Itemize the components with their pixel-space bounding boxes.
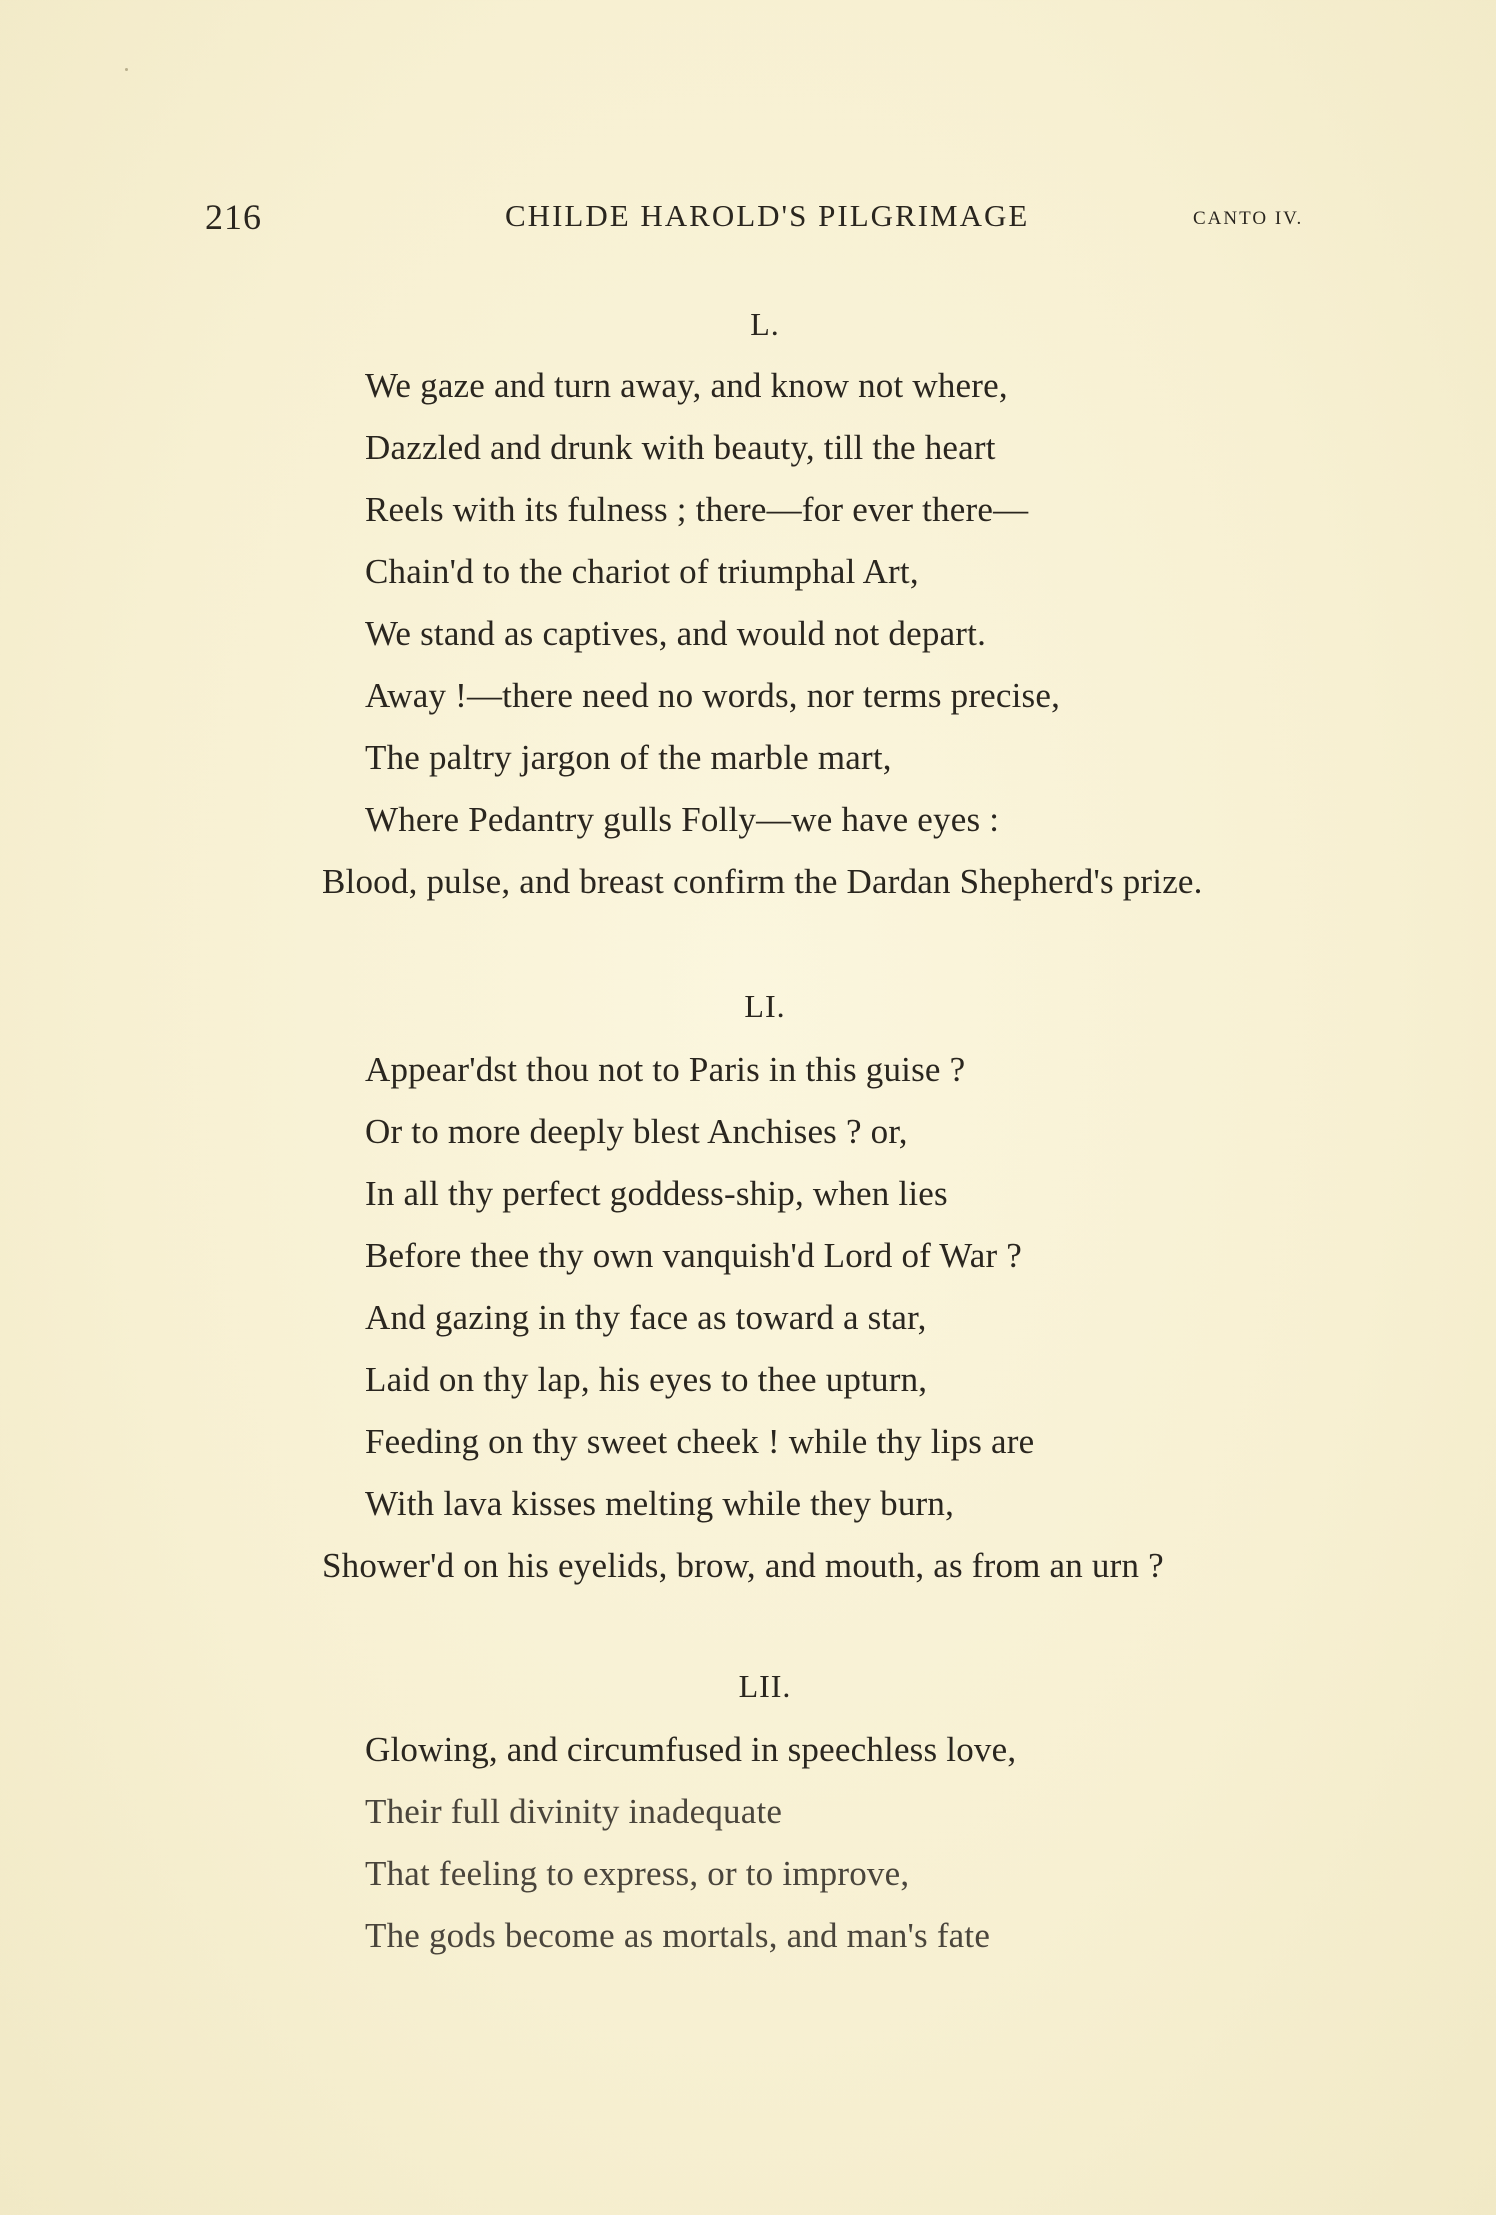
verse-line: Glowing, and circumfused in speechless love, — [365, 1730, 1017, 1769]
paper-speck — [125, 68, 128, 71]
verse-line: Chain'd to the chariot of triumphal Art, — [365, 552, 919, 591]
verse-line: That feeling to express, or to improve, — [365, 1854, 910, 1893]
verse-line: Before thee thy own vanquish'd Lord of War ? — [365, 1236, 1023, 1275]
verse-line: Dazzled and drunk with beauty, till the heart — [365, 428, 996, 467]
stanza-number: LI. — [744, 988, 786, 1024]
verse-line: With lava kisses melting while they burn, — [365, 1484, 955, 1523]
verse-line: Away !—there need no words, nor terms precise, — [365, 676, 1061, 715]
verse-line: Their full divinity inadequate — [365, 1792, 783, 1831]
verse-line: Shower'd on his eyelids, brow, and mouth, as from an urn ? — [322, 1546, 1164, 1585]
verse-line: In all thy perfect goddess-ship, when lies — [365, 1174, 948, 1213]
verse-line: Or to more deeply blest Anchises ? or, — [365, 1112, 908, 1151]
verse-line: We gaze and turn away, and know not where, — [365, 366, 1008, 405]
page-header — [0, 196, 1496, 246]
verse-line: Blood, pulse, and breast confirm the Dardan Shepherd's prize. — [322, 862, 1203, 901]
verse-line: Appear'dst thou not to Paris in this guise ? — [365, 1050, 966, 1089]
verse-line: Laid on thy lap, his eyes to thee upturn, — [365, 1360, 928, 1399]
verse-line: Reels with its fulness ; there—for ever there— — [365, 490, 1029, 529]
verse-line: Where Pedantry gulls Folly—we have eyes : — [365, 800, 1000, 839]
stanza-number: L. — [750, 306, 780, 342]
stanza-number: LII. — [738, 1668, 792, 1704]
verse-line: The gods become as mortals, and man's fate — [365, 1916, 991, 1955]
verse-line: The paltry jargon of the marble mart, — [365, 738, 892, 777]
verse-line: We stand as captives, and would not depart. — [365, 614, 987, 653]
running-title: CHILDE HAROLD'S PILGRIMAGE — [505, 198, 1030, 233]
canto-label: CANTO IV. — [1193, 208, 1304, 229]
verse-line: Feeding on thy sweet cheek ! while thy lips are — [365, 1422, 1035, 1461]
page-number: 216 — [205, 197, 262, 237]
verse-line: And gazing in thy face as toward a star, — [365, 1298, 927, 1337]
